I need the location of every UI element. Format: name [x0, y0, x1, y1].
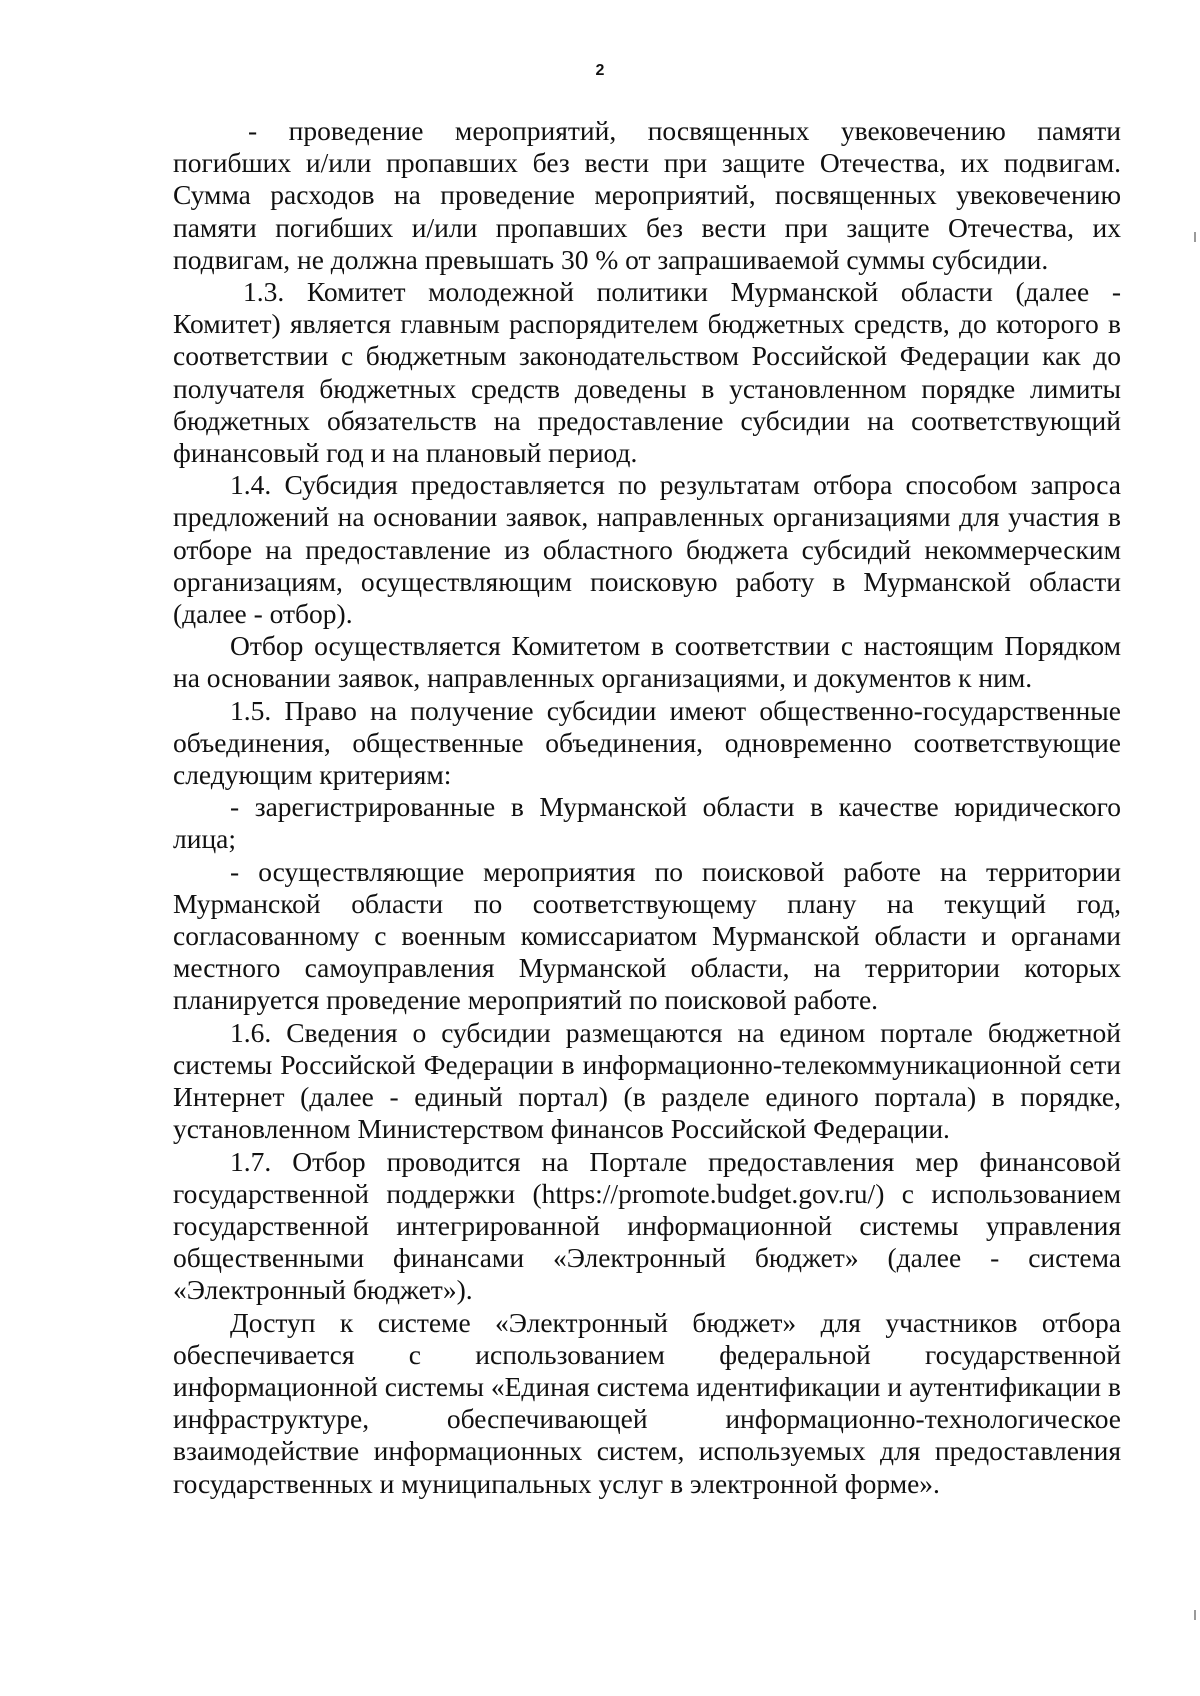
paragraph-memorial-events: - проведение мероприятий, посвященных увековечению памяти погибших и/или пропавших без вести при защите Отечества, их подвигам. Сумма расходов на проведение мероприятий, посвященных увековечению памяти погибших и/или пропавших без вести при защите Отечества, их подвигам, не должна превышать 30 % от запрашиваемой суммы субсидии.	[173, 115, 1121, 275]
paragraph-1-4-subsidy-selection: 1.4. Субсидия предоставляется по результатам отбора способом запроса предложений на основании заявок, направленных организациями для участия в отборе на предоставление из областного бюджета субсидий некоммерческим организациям, осуществляющим поисковую работу в Мурманской области (далее - отбор).	[173, 469, 1121, 630]
paragraph-1-6-portal-info: 1.6. Сведения о субсидии размещаются на едином портале бюджетной системы Российской Федерации в информационно-телекоммуникационной сети Интернет (далее - единый портал) (в разделе единого портала) в порядке, установленном Министерством финансов Российской Федерации.	[173, 1016, 1121, 1145]
paragraph-1-5-eligibility: 1.5. Право на получение субсидии имеют общественно-государственные объединения, общественные объединения, одновременно соответствующие следующим критериям:	[173, 694, 1121, 791]
paragraph-system-access: Доступ к системе «Электронный бюджет» для участников отбора обеспечивается с использованием федеральной государственной информационной системы «Единая система идентификации и аутентификации в инфраструктуре, обеспечивающей информационно-технологическое взаимодействие информационных систем, используемых для предоставления государственных и муниципальных услуг в электронной форме».	[173, 1306, 1121, 1499]
scan-edge-mark-bottom	[1194, 1610, 1196, 1620]
paragraph-1-7-selection-portal: 1.7. Отбор проводится на Портале предоставления мер финансовой государственной поддержки (https://promote.budget.gov.ru/) с использованием государственной интегрированной информационной системы управления общественными финансами «Электронный бюджет» (далее - система «Электронный бюджет»).	[173, 1145, 1121, 1306]
paragraph-criterion-search-work: - осуществляющие мероприятия по поисковой работе на территории Мурманской области по соответствующему плану на текущий год, согласованному с военным комиссариатом Мурманской области и органами местного самоуправления Мурманской области, на территории которых планируется проведение мероприятий по поисковой работе.	[173, 855, 1121, 1016]
paragraph-criterion-registered: - зарегистрированные в Мурманской области в качестве юридического лица;	[173, 791, 1121, 855]
paragraph-1-3-committee: 1.3. Комитет молодежной политики Мурманской области (далее - Комитет) является главным распорядителем бюджетных средств, до которого в соответствии с бюджетным законодательством Российской Федерации как до получателя бюджетных средств доведены в установленном порядке лимиты бюджетных обязательств на предоставление субсидии на соответствующий финансовый год и на плановый период.	[173, 276, 1121, 469]
scan-edge-mark-top	[1194, 232, 1196, 242]
paragraph-selection-by-committee: Отбор осуществляется Комитетом в соответствии с настоящим Порядком на основании заявок, направленных организациями, и документов к ним.	[173, 630, 1121, 694]
page-number: 2	[595, 62, 605, 79]
document-body	[173, 115, 1121, 1500]
